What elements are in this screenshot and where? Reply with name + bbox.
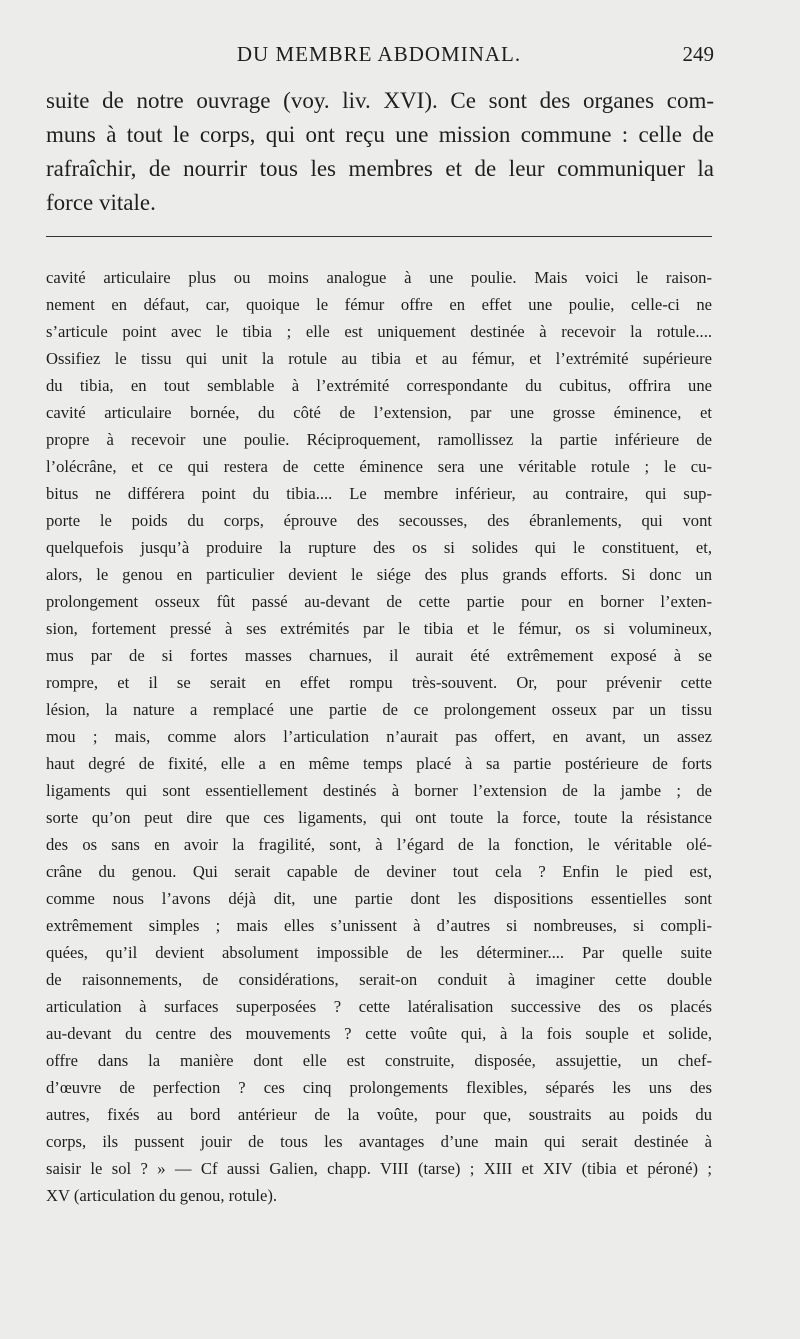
- footnote-line: quelquefois jusqu’à produire la rupture des os si solides qui le constituent, et,: [46, 538, 712, 557]
- footnote-line: au-devant du centre des mouvements ? cette voûte qui, à la fois souple et solide,: [46, 1024, 712, 1043]
- footnote-line: Ossifiez le tissu qui unit la rotule au tibia et au fémur, et l’extrémité supérieure: [46, 349, 712, 368]
- footnote-line: cavité articulaire bornée, du côté de l’extension, par une grosse éminence, et: [46, 403, 712, 422]
- footnote-line: crâne du genou. Qui serait capable de deviner tout cela ? Enfin le pied est,: [46, 862, 712, 881]
- footnote-line: haut degré de fixité, elle a en même temps placé à sa partie postérieure de forts: [46, 754, 712, 773]
- footnote-line: sorte qu’on peut dire que ces ligaments, qui ont toute la force, toute la résistance: [46, 808, 712, 827]
- footnote-line: d’œuvre de perfection ? ces cinq prolongements flexibles, séparés les uns des: [46, 1078, 712, 1097]
- footnote-line: prolongement osseux fût passé au-devant de cette partie pour en borner l’exten-: [46, 592, 712, 611]
- text-line: rafraîchir, de nourrir tous les membres et de leur communiquer la: [46, 156, 714, 181]
- footnote-line: ligaments qui sont essentiellement destinés à borner l’extension de la jambe ; de: [46, 781, 712, 800]
- footnote-divider: [46, 236, 712, 237]
- footnote-line: bitus ne différera point du tibia.... Le membre inférieur, au contraire, qui sup-: [46, 484, 712, 503]
- footnote-line: XV (articulation du genou, rotule).: [46, 1186, 278, 1205]
- footnote-line: rompre, et il se serait en effet rompu très-souvent. Or, pour prévenir cette: [46, 673, 712, 692]
- footnote-line: mus par de si fortes masses charnues, il aurait été extrêmement exposé à se: [46, 646, 712, 665]
- footnote-line: corps, ils pussent jouir de tous les avantages d’une main qui serait destinée à: [46, 1132, 712, 1151]
- footnote-line: articulation à surfaces superposées ? cette latéralisation successive des os placés: [46, 997, 712, 1016]
- main-paragraph: [46, 84, 714, 220]
- footnote-line: cavité articulaire plus ou moins analogue à une poulie. Mais voici le raison-: [46, 268, 712, 287]
- footnote-line: offre dans la manière dont elle est construite, disposée, assujettie, un chef-: [46, 1051, 712, 1070]
- footnote-line: quées, qu’il devient absolument impossible de les déterminer.... Par quelle suite: [46, 943, 712, 962]
- footnote-line: de raisonnements, de considérations, serait-on conduit à imaginer cette double: [46, 970, 712, 989]
- text-line: suite de notre ouvrage (voy. liv. XVI). Ce sont des organes com-: [46, 88, 714, 113]
- footnote-line: nement en défaut, car, quoique le fémur offre en effet une poulie, celle-ci ne: [46, 295, 712, 314]
- footnote-line: porte le poids du corps, éprouve des secousses, des ébranlements, qui vont: [46, 511, 712, 530]
- footnote-line: propre à recevoir une poulie. Réciproquement, ramollissez la partie inférieure de: [46, 430, 712, 449]
- footnote-line: des os sans en avoir la fragilité, sont, à l’égard de la fonction, le véritable olé-: [46, 835, 712, 854]
- footnote-line: mou ; mais, comme alors l’articulation n’aurait pas offert, en avant, un assez: [46, 727, 712, 746]
- page-number: 249: [682, 42, 714, 66]
- footnote-block: [46, 264, 712, 1209]
- footnote-line: autres, fixés au bord antérieur de la voûte, pour que, soustraits au poids du: [46, 1105, 712, 1124]
- footnote-line: sion, fortement pressé à ses extrémités par le tibia et le fémur, os si volumineux,: [46, 619, 712, 638]
- footnote-line: du tibia, en tout semblable à l’extrémité correspondante du cubitus, offrira une: [46, 376, 712, 395]
- text-line: force vitale.: [46, 190, 156, 215]
- running-title: DU MEMBRE ABDOMINAL.: [236, 42, 522, 66]
- footnote-line: l’olécrâne, et ce qui restera de cette éminence sera une véritable rotule ; le cu-: [46, 457, 712, 476]
- page-header: [44, 38, 714, 78]
- footnote-line: saisir le sol ? » — Cf aussi Galien, chapp. VIII (tarse) ; XIII et XIV (tibia et péroné) ;: [46, 1159, 712, 1178]
- footnote-line: alors, le genou en particulier devient le siége des plus grands efforts. Si donc un: [46, 565, 712, 584]
- footnote-line: comme nous l’avons déjà dit, une partie dont les dispositions essentielles sont: [46, 889, 712, 908]
- text-line: muns à tout le corps, qui ont reçu une mission commune : celle de: [46, 122, 714, 147]
- footnote-line: extrêmement simples ; mais elles s’unissent à d’autres si nombreuses, si compli-: [46, 916, 712, 935]
- footnote-line: s’articule point avec le tibia ; elle est uniquement destinée à recevoir la rotule....: [46, 322, 712, 341]
- footnote-line: lésion, la nature a remplacé une partie de ce prolongement osseux par un tissu: [46, 700, 712, 719]
